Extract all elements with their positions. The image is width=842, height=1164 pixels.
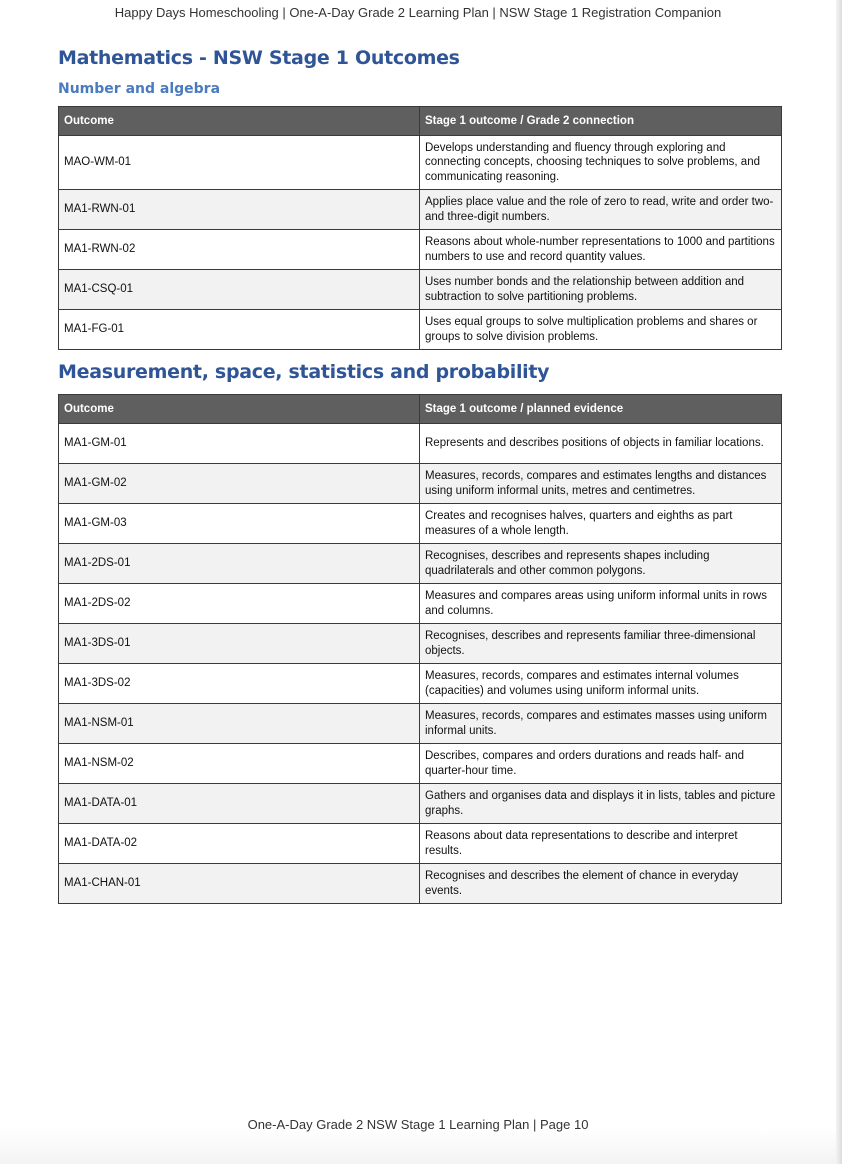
table-row: [59, 584, 782, 624]
table-row: [59, 464, 782, 504]
outcome-description: Reasons about data representations to describe and interpret results.: [420, 824, 782, 864]
outcome-code: MA1-CHAN-01: [59, 864, 420, 904]
outcome-code: MA1-DATA-02: [59, 824, 420, 864]
outcome-code: MA1-DATA-01: [59, 784, 420, 824]
outcome-code: MA1-GM-03: [59, 504, 420, 544]
outcome-description: Reasons about whole-number representations to 1000 and partitions numbers to use and record quantity values.: [420, 230, 782, 270]
outcome-code: MAO-WM-01: [59, 136, 420, 190]
table-row: [59, 504, 782, 544]
table-row: [59, 824, 782, 864]
outcome-code: MA1-3DS-01: [59, 624, 420, 664]
outcome-description: Measures, records, compares and estimates masses using uniform informal units.: [420, 704, 782, 744]
page-content: [58, 44, 781, 904]
outcome-description: Recognises and describes the element of chance in everyday events.: [420, 864, 782, 904]
table-row: [59, 230, 782, 270]
table-row: [59, 310, 782, 350]
running-footer: One-A-Day Grade 2 NSW Stage 1 Learning Plan | Page 10: [247, 1117, 589, 1132]
outcome-code: MA1-RWN-01: [59, 190, 420, 230]
outcome-description: Recognises, describes and represents familiar three-dimensional objects.: [420, 624, 782, 664]
outcome-description: Develops understanding and fluency through exploring and connecting concepts, choosing techniques to solve problems, and communicating reasoning.: [420, 136, 782, 190]
outcome-code: MA1-2DS-01: [59, 544, 420, 584]
column-header-outcome: Outcome: [59, 107, 420, 136]
table-row: [59, 864, 782, 904]
outcome-description: Measures, records, compares and estimates internal volumes (capacities) and volumes using uniform informal units.: [420, 664, 782, 704]
table-row: [59, 136, 782, 190]
section-title-mathematics: Mathematics - NSW Stage 1 Outcomes: [58, 47, 460, 69]
table-row: [59, 664, 782, 704]
outcome-code: MA1-GM-01: [59, 424, 420, 464]
column-header-connection: Stage 1 outcome / Grade 2 connection: [420, 107, 782, 136]
table-row: [59, 270, 782, 310]
number-algebra-table: [58, 106, 782, 350]
column-header-evidence: Stage 1 outcome / planned evidence: [420, 395, 782, 424]
subsection-title-number-algebra: Number and algebra: [58, 81, 221, 97]
column-header-outcome: Outcome: [59, 395, 420, 424]
outcome-description: Represents and describes positions of objects in familiar locations.: [420, 424, 782, 464]
measurement-space-table: [58, 394, 782, 904]
table-row: [59, 704, 782, 744]
page-bottom-shade: [0, 1128, 842, 1164]
outcome-code: MA1-NSM-02: [59, 744, 420, 784]
table-row: [59, 544, 782, 584]
outcome-description: Creates and recognises halves, quarters and eighths as part measures of a whole length.: [420, 504, 782, 544]
outcome-description: Applies place value and the role of zero to read, write and order two- and three-digit numbers.: [420, 190, 782, 230]
table-row: [59, 190, 782, 230]
section-title-measurement: Measurement, space, statistics and probability: [58, 361, 550, 383]
outcome-description: Uses equal groups to solve multiplication problems and shares or groups to solve division problems.: [420, 310, 782, 350]
table-header-row: [59, 395, 782, 424]
outcome-code: MA1-RWN-02: [59, 230, 420, 270]
outcome-code: MA1-CSQ-01: [59, 270, 420, 310]
outcome-description: Describes, compares and orders durations and reads half- and quarter-hour time.: [420, 744, 782, 784]
outcome-code: MA1-NSM-01: [59, 704, 420, 744]
page-edge: [836, 0, 842, 1164]
table-header-row: [59, 107, 782, 136]
running-header: Happy Days Homeschooling | One-A-Day Grade 2 Learning Plan | NSW Stage 1 Registration Companion: [114, 5, 722, 20]
table-row: [59, 784, 782, 824]
table-row: [59, 424, 782, 464]
outcome-code: MA1-2DS-02: [59, 584, 420, 624]
outcome-description: Measures and compares areas using uniform informal units in rows and columns.: [420, 584, 782, 624]
outcome-description: Uses number bonds and the relationship between addition and subtraction to solve partitioning problems.: [420, 270, 782, 310]
outcome-code: MA1-FG-01: [59, 310, 420, 350]
outcome-description: Measures, records, compares and estimates lengths and distances using uniform informal units, metres and centimetres.: [420, 464, 782, 504]
outcome-code: MA1-3DS-02: [59, 664, 420, 704]
outcome-description: Recognises, describes and represents shapes including quadrilaterals and other common polygons.: [420, 544, 782, 584]
outcome-code: MA1-GM-02: [59, 464, 420, 504]
outcome-description: Gathers and organises data and displays it in lists, tables and picture graphs.: [420, 784, 782, 824]
table-row: [59, 744, 782, 784]
table-row: [59, 624, 782, 664]
